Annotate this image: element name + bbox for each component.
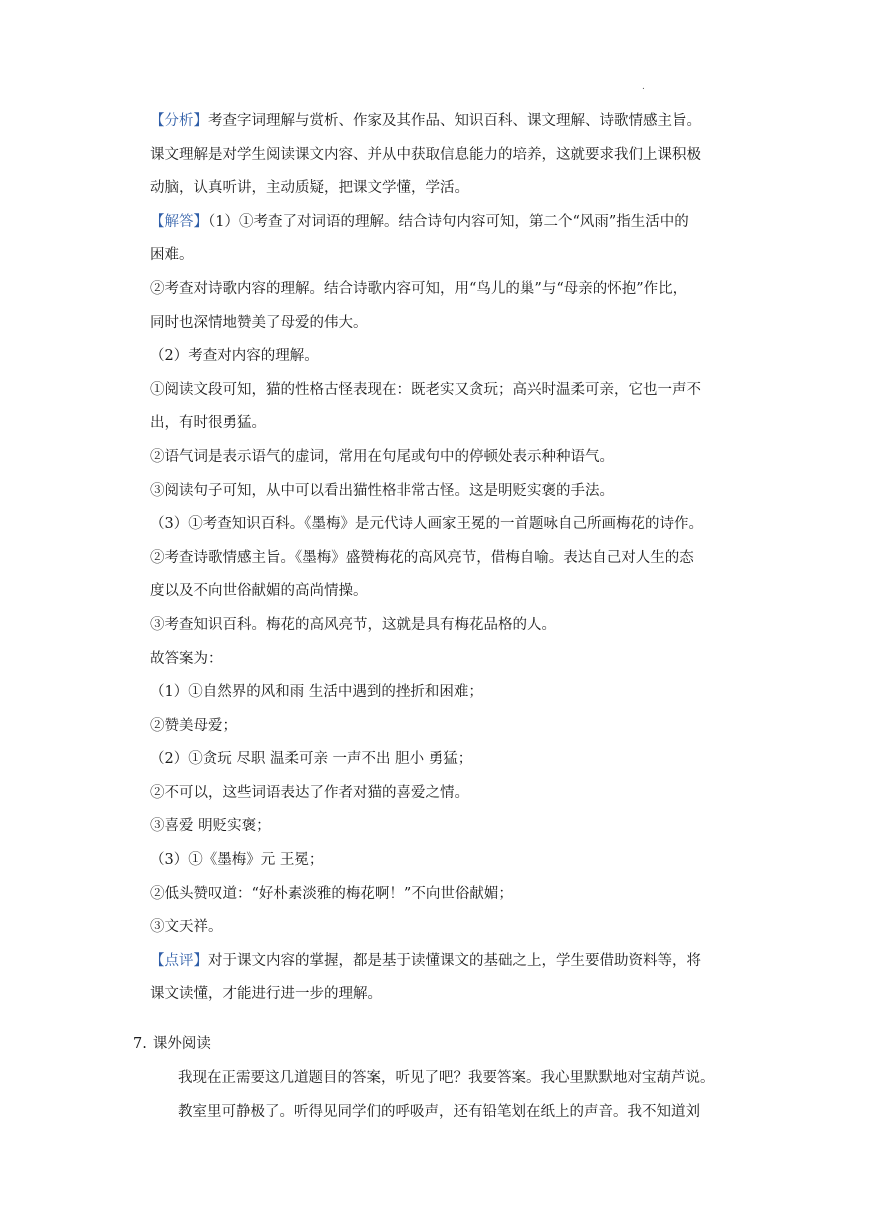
answer-line-22: ③文天祥。 (150, 919, 223, 936)
answer-line-16: ②赞美母爱； (150, 717, 237, 734)
answer-line-21: ②低头赞叹道：“好朴素淡雅的梅花啊！”不向世俗献媚； (150, 885, 513, 902)
answer-line-5: （2）考查对内容的理解。 (150, 348, 319, 365)
answer-explanation (150, 105, 750, 1012)
answer-line-11: ②考查诗歌情感主旨。《墨梅》盛赞梅花的高风亮节，借梅自喻。表达自己对人生的态 (150, 549, 694, 566)
answer-line-1: 【解答】（1）①考查了对词语的理解。结合诗句内容可知，第二个“风雨”指生活中的 (150, 213, 689, 230)
answer-line-13: ③考查知识百科。梅花的高风亮节，这就是具有梅花品格的人。 (150, 616, 556, 633)
answer-line-6: ①阅读文段可知，猫的性格古怪表现在：既老实又贪玩；高兴时温柔可亲，它也一声不 (150, 381, 701, 398)
answer-line-19: ③喜爱 明贬实褒； (150, 818, 271, 835)
answer-line-9: ③阅读句子可知，从中可以看出猫性格非常古怪。这是明贬实褒的手法。 (150, 482, 614, 499)
comment-line-2: 课文读懂，才能进行进一步的理解。 (150, 986, 382, 1003)
question-number: 7. (133, 1036, 147, 1052)
answer-line-14: 故答案为： (150, 650, 223, 667)
comment-line-1: 【点评】对于课文内容的掌握，都是基于读懂课文的基础之上，学生要借助资料等，将 (150, 952, 701, 969)
answer-line-12: 度以及不向世俗献媚的高尚情操。 (150, 583, 368, 600)
answer-line-7: 出，有时很勇猛。 (150, 415, 266, 432)
comment-tag: 【点评】 (150, 952, 208, 969)
answer-line-17: （2）①贪玩 尽职 温柔可亲 一声不出 胆小 勇猛； (150, 751, 473, 768)
question-7-heading (133, 1028, 211, 1062)
corner-mark: . (642, 82, 645, 92)
analysis-tag: 【分析】 (150, 113, 208, 129)
answer-line-2: 困难。 (150, 247, 194, 264)
answer-line-10: （3）①考查知识百科。《墨梅》是元代诗人画家王冕的一首题咏自己所画梅花的诗作。 (150, 516, 703, 533)
analysis-line-2: 课文理解是对学生阅读课文内容、并从中获取信息能力的培养，这就要求我们上课积极 (150, 146, 701, 163)
answer-line-20: （3）①《墨梅》元 王冕； (150, 852, 324, 869)
answer-line-18: ②不可以，这些词语表达了作者对猫的喜爱之情。 (150, 784, 469, 801)
analysis-line-1: 【分析】考查字词理解与赏析、作家及其作品、知识百科、课文理解、诗歌情感主旨。 (150, 113, 701, 129)
answer-tag: 【解答】 (150, 213, 208, 230)
reading-paragraph-2: 教室里可静极了。听得见同学们的呼吸声，还有铅笔划在纸上的声音。我不知道刘 (178, 1104, 700, 1120)
answer-line-4: 同时也深情地赞美了母爱的伟大。 (150, 314, 368, 331)
answer-line-15: （1）①自然界的风和雨 生活中遇到的挫折和困难； (150, 684, 483, 701)
analysis-line-3: 动脑，认真听讲，主动质疑，把课文学懂，学活。 (150, 180, 469, 197)
answer-line-8: ②语气词是表示语气的虚词，常用在句尾或句中的停顿处表示种种语气。 (150, 448, 614, 465)
reading-paragraph-1: 我现在正需要这几道题目的答案，听见了吧？我要答案。我心里默默地对宝葫芦说。 (178, 1070, 715, 1086)
answer-line-3: ②考查对诗歌内容的理解。结合诗歌内容可知，用“鸟儿的巢”与“母亲的怀抱”作比， (150, 280, 688, 297)
question-title: 课外阅读 (152, 1036, 211, 1052)
